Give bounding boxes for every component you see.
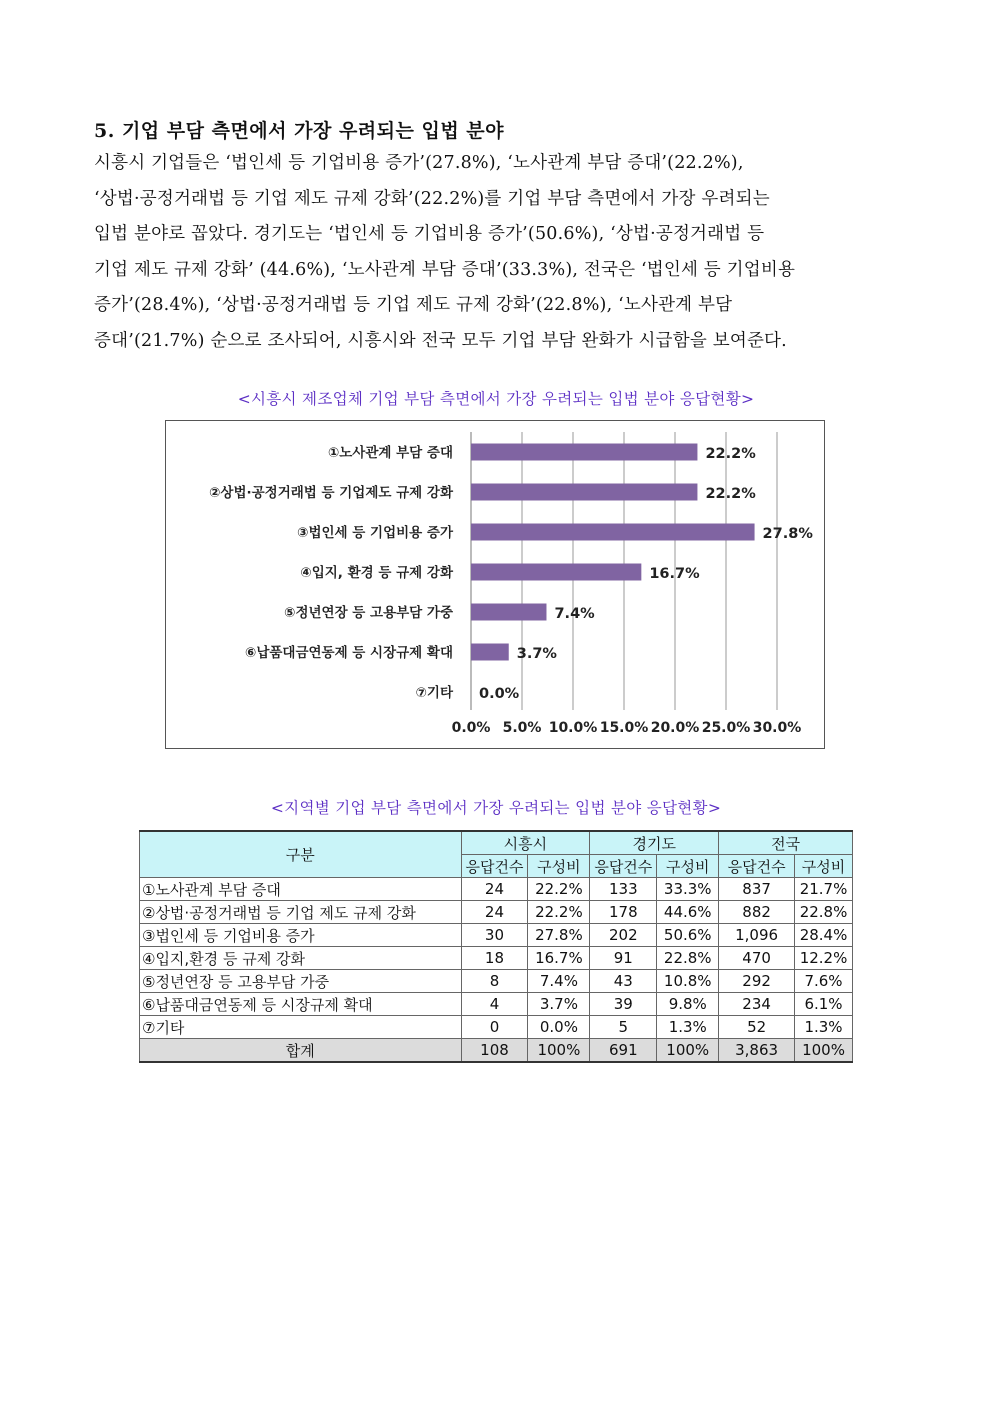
ratio-cell: 100% xyxy=(795,1039,853,1063)
table-row xyxy=(140,947,853,970)
response-count-cell: 52 xyxy=(719,1016,795,1039)
ratio-cell: 21.7% xyxy=(795,878,853,901)
ratio-cell: 1.3% xyxy=(795,1016,853,1039)
table-total-row xyxy=(140,1039,853,1063)
ratio-cell: 3.7% xyxy=(528,993,590,1016)
x-tick-label: 20.0% xyxy=(650,720,700,736)
response-count-cell: 0 xyxy=(461,1016,528,1039)
bar-chart-svg xyxy=(166,421,824,748)
ratio-cell: 100% xyxy=(528,1039,590,1063)
bar xyxy=(471,564,641,581)
bar xyxy=(471,644,509,661)
row-label: ③법인세 등 기업비용 증가 xyxy=(140,924,462,947)
bar xyxy=(471,524,755,541)
response-count-cell: 133 xyxy=(590,878,657,901)
response-count-cell: 24 xyxy=(461,901,528,924)
bar-chart xyxy=(165,420,825,749)
response-count-cell: 234 xyxy=(719,993,795,1016)
category-label: ⑥납품대금연동제 등 시장규제 확대 xyxy=(244,645,453,661)
region-header-gyeonggi: 경기도 xyxy=(590,831,719,855)
sub-header-ratio: 구성비 xyxy=(795,855,853,878)
sub-header-ratio: 구성비 xyxy=(657,855,719,878)
x-tick-label: 25.0% xyxy=(701,720,751,736)
ratio-cell: 100% xyxy=(657,1039,719,1063)
ratio-cell: 22.8% xyxy=(657,947,719,970)
ratio-cell: 0.0% xyxy=(528,1016,590,1039)
response-count-cell: 178 xyxy=(590,901,657,924)
response-count-cell: 691 xyxy=(590,1039,657,1063)
table-caption: <지역별 기업 부담 측면에서 가장 우려되는 입법 분야 응답현황> xyxy=(270,799,722,817)
row-label: ⑤정년연장 등 고용부담 가중 xyxy=(140,970,462,993)
section-title: 5. 기업 부담 측면에서 가장 우려되는 입법 분야 xyxy=(94,120,505,142)
ratio-cell: 6.1% xyxy=(795,993,853,1016)
response-count-cell: 202 xyxy=(590,924,657,947)
body-paragraph xyxy=(94,146,914,359)
paragraph-line: 증대’(21.7%) 순으로 조사되어, 시흥시와 전국 모두 기업 부담 완화가 시급함을 보여준다. xyxy=(94,330,787,351)
x-tick-label: 30.0% xyxy=(752,720,802,736)
ratio-cell: 22.8% xyxy=(795,901,853,924)
response-count-cell: 4 xyxy=(461,993,528,1016)
row-label: ④입지,환경 등 규제 강화 xyxy=(140,947,462,970)
data-label: 22.2% xyxy=(705,446,756,462)
category-header: 구분 xyxy=(140,831,462,878)
row-label: 합계 xyxy=(140,1039,462,1063)
x-tick-label: 0.0% xyxy=(451,720,491,736)
response-count-cell: 470 xyxy=(719,947,795,970)
response-count-cell: 3,863 xyxy=(719,1039,795,1063)
table-row xyxy=(140,1016,853,1039)
data-label: 0.0% xyxy=(479,686,520,702)
x-tick-label: 10.0% xyxy=(548,720,598,736)
ratio-cell: 10.8% xyxy=(657,970,719,993)
ratio-cell: 28.4% xyxy=(795,924,853,947)
bar xyxy=(471,484,697,501)
region-header-siheung: 시흥시 xyxy=(461,831,590,855)
response-count-cell: 292 xyxy=(719,970,795,993)
chart-caption: <시흥시 제조업체 기업 부담 측면에서 가장 우려되는 입법 분야 응답현황> xyxy=(237,390,755,408)
data-label: 22.2% xyxy=(705,486,756,502)
data-label: 27.8% xyxy=(762,526,813,542)
ratio-cell: 1.3% xyxy=(657,1016,719,1039)
response-count-cell: 8 xyxy=(461,970,528,993)
data-label: 16.7% xyxy=(649,566,700,582)
response-count-cell: 1,096 xyxy=(719,924,795,947)
response-count-cell: 108 xyxy=(461,1039,528,1063)
ratio-cell: 33.3% xyxy=(657,878,719,901)
sub-header-count: 응답건수 xyxy=(461,855,528,878)
category-label: ⑤정년연장 등 고용부담 가중 xyxy=(284,605,453,621)
category-label: ④입지, 환경 등 규제 강화 xyxy=(300,565,453,581)
paragraph-line: ‘상법·공정거래법 등 기업 제도 규제 강화’(22.2%)를 기업 부담 측면에서 가장 우려되는 xyxy=(94,188,770,209)
row-label: ②상법·공정거래법 등 기업 제도 규제 강화 xyxy=(140,901,462,924)
category-label: ①노사관계 부담 증대 xyxy=(327,445,453,461)
paragraph-line: 증가’(28.4%), ‘상법·공정거래법 등 기업 제도 규제 강화’(22.8%), ‘노사관계 부담 xyxy=(94,295,733,315)
x-tick-label: 5.0% xyxy=(502,720,542,736)
table-row xyxy=(140,878,853,901)
sub-header-count: 응답건수 xyxy=(719,855,795,878)
row-label: ①노사관계 부담 증대 xyxy=(140,878,462,901)
ratio-cell: 7.4% xyxy=(528,970,590,993)
response-count-cell: 882 xyxy=(719,901,795,924)
table-row xyxy=(140,970,853,993)
response-count-cell: 30 xyxy=(461,924,528,947)
response-count-cell: 39 xyxy=(590,993,657,1016)
response-count-cell: 837 xyxy=(719,878,795,901)
paragraph-line: 기업 제도 규제 강화’ (44.6%), ‘노사관계 부담 증대’(33.3%), 전국은 ‘법인세 등 기업비용 xyxy=(94,259,796,280)
row-label: ⑥납품대금연동제 등 시장규제 확대 xyxy=(140,993,462,1016)
category-label: ⑦기타 xyxy=(415,685,453,701)
x-tick-label: 15.0% xyxy=(599,720,649,736)
table-row xyxy=(140,924,853,947)
response-count-cell: 91 xyxy=(590,947,657,970)
ratio-cell: 22.2% xyxy=(528,901,590,924)
category-label: ③법인세 등 기업비용 증가 xyxy=(297,525,453,541)
regional-response-table xyxy=(139,830,853,1063)
response-count-cell: 24 xyxy=(461,878,528,901)
paragraph-line: 입법 분야로 꼽았다. 경기도는 ‘법인세 등 기업비용 증가’(50.6%), ‘상법·공정거래법 등 xyxy=(94,224,765,244)
ratio-cell: 27.8% xyxy=(528,924,590,947)
ratio-cell: 44.6% xyxy=(657,901,719,924)
bar xyxy=(471,604,546,621)
paragraph-line: 시흥시 기업들은 ‘법인세 등 기업비용 증가’(27.8%), ‘노사관계 부담 증대’(22.2%), xyxy=(94,153,744,173)
category-label: ②상법·공정거래법 등 기업제도 규제 강화 xyxy=(208,485,453,501)
table-row xyxy=(140,901,853,924)
ratio-cell: 22.2% xyxy=(528,878,590,901)
data-label: 3.7% xyxy=(516,646,557,662)
ratio-cell: 9.8% xyxy=(657,993,719,1016)
sub-header-ratio: 구성비 xyxy=(528,855,590,878)
ratio-cell: 50.6% xyxy=(657,924,719,947)
data-label: 7.4% xyxy=(554,606,595,622)
row-label: ⑦기타 xyxy=(140,1016,462,1039)
ratio-cell: 7.6% xyxy=(795,970,853,993)
response-count-cell: 18 xyxy=(461,947,528,970)
sub-header-count: 응답건수 xyxy=(590,855,657,878)
response-count-cell: 43 xyxy=(590,970,657,993)
ratio-cell: 12.2% xyxy=(795,947,853,970)
bar xyxy=(471,444,697,461)
region-header-national: 전국 xyxy=(719,831,853,855)
response-count-cell: 5 xyxy=(590,1016,657,1039)
ratio-cell: 16.7% xyxy=(528,947,590,970)
table-row xyxy=(140,993,853,1016)
